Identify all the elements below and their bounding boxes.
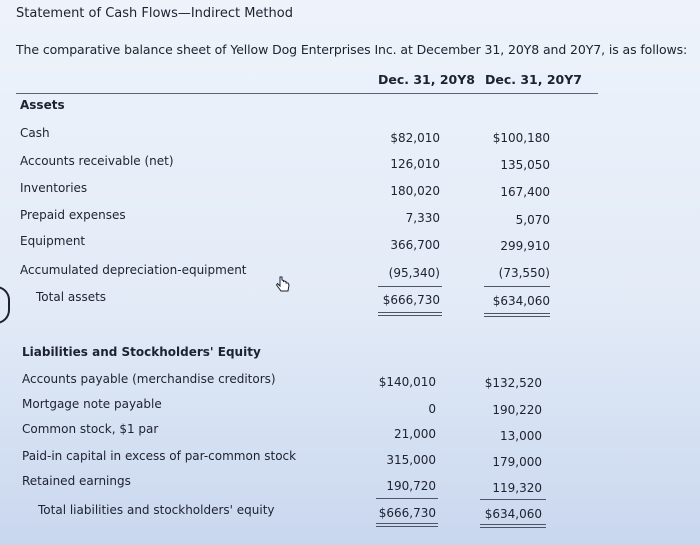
- row-label-paid-in-capital: Paid-in capital in excess of par-common stock: [22, 449, 297, 463]
- liabilities-heading: Liabilities and Stockholders' Equity: [22, 345, 261, 359]
- inventories-20y7: 167,400: [500, 185, 550, 199]
- column-header-20y7: Dec. 31, 20Y7: [485, 72, 583, 87]
- paid-in-capital-20y7: 179,000: [492, 455, 542, 469]
- accounts-receivable-20y8: 126,010: [390, 157, 440, 171]
- row-label-prepaid-expenses: Prepaid expenses: [20, 208, 126, 222]
- column-header-20y8: Dec. 31, 20Y8: [378, 72, 476, 87]
- accounts-payable-20y8: $140,010: [378, 375, 436, 389]
- assets-heading: Assets: [20, 98, 65, 112]
- row-label-accumulated-depreciation: Accumulated depreciation-equipment: [20, 263, 247, 277]
- accumulated-depreciation-20y8: (95,340): [388, 266, 440, 280]
- row-label-total-assets: Total assets: [36, 290, 107, 304]
- total-assets-20y8: $666,730: [382, 293, 440, 307]
- subtotal-rule-20y8: [378, 286, 442, 287]
- common-stock-20y8: 21,000: [394, 427, 436, 441]
- total-liabilities-equity-20y7: $634,060: [484, 507, 542, 521]
- intro-text: The comparative balance sheet of Yellow Dog Enterprises Inc. at December 31, 20Y8 and 20Y7, is as follows:: [16, 42, 688, 57]
- total-double-rule-20y7: [484, 313, 550, 317]
- mortgage-note-20y8: 0: [428, 402, 436, 416]
- retained-earnings-20y8: 190,720: [386, 479, 436, 493]
- row-label-accounts-receivable: Accounts receivable (net): [20, 154, 174, 168]
- prepaid-expenses-20y8: 7,330: [405, 211, 440, 225]
- subtotal-rule-liab-20y8: [376, 498, 438, 499]
- equipment-20y7: 299,910: [500, 239, 550, 253]
- row-label-cash: Cash: [20, 126, 50, 140]
- cash-20y8: $82,010: [390, 131, 440, 145]
- total-liabilities-equity-20y8: $666,730: [378, 506, 436, 520]
- row-label-common-stock: Common stock, $1 par: [22, 422, 159, 436]
- equipment-20y8: 366,700: [390, 238, 440, 252]
- common-stock-20y7: 13,000: [500, 429, 542, 443]
- row-label-accounts-payable: Accounts payable (merchandise creditors): [22, 372, 276, 386]
- accounts-receivable-20y7: 135,050: [500, 158, 550, 172]
- total-double-rule-liab-20y7: [480, 524, 546, 528]
- cash-20y7: $100,180: [492, 131, 550, 145]
- row-label-total-liabilities-equity: Total liabilities and stockholders' equity: [38, 503, 275, 517]
- accounts-payable-20y7: $132,520: [484, 376, 542, 390]
- subtotal-rule-liab-20y7: [480, 499, 546, 500]
- mouse-cursor-icon: [276, 276, 292, 298]
- subtotal-rule-20y7: [484, 286, 550, 287]
- row-label-retained-earnings: Retained earnings: [22, 474, 131, 488]
- prepaid-expenses-20y7: 5,070: [515, 213, 550, 227]
- inventories-20y8: 180,020: [390, 184, 440, 198]
- row-label-inventories: Inventories: [20, 181, 88, 195]
- row-label-equipment: Equipment: [20, 234, 86, 248]
- bracket-mark: [0, 286, 10, 324]
- total-double-rule-20y8: [378, 312, 442, 316]
- page-title: Statement of Cash Flows—Indirect Method: [16, 6, 293, 21]
- total-assets-20y7: $634,060: [492, 294, 550, 308]
- accumulated-depreciation-20y7: (73,550): [498, 266, 550, 280]
- mortgage-note-20y7: 190,220: [492, 403, 542, 417]
- total-double-rule-liab-20y8: [376, 523, 438, 527]
- retained-earnings-20y7: 119,320: [492, 481, 542, 495]
- header-rule: [16, 93, 598, 94]
- paid-in-capital-20y8: 315,000: [386, 453, 436, 467]
- row-label-mortgage-note: Mortgage note payable: [22, 397, 162, 411]
